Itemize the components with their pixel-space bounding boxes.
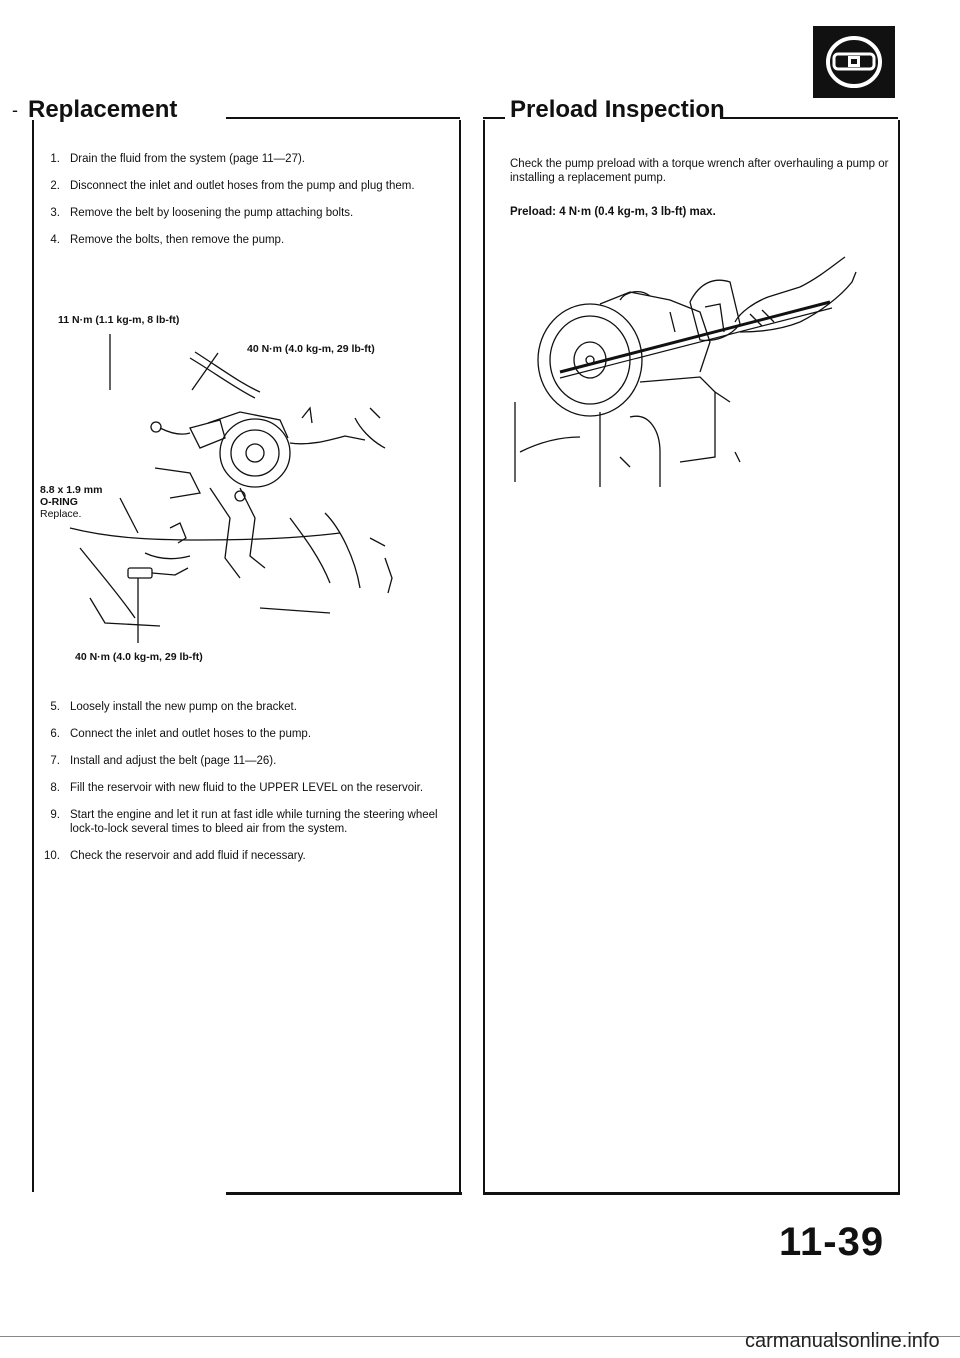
step-item: 2. Disconnect the inlet and outlet hoses from the pump and plug them. <box>50 180 415 192</box>
step-item: 5. Loosely install the new pump on the bracket. <box>50 701 297 713</box>
step-item: 1. Drain the fluid from the system (page 11—27). <box>50 153 306 165</box>
step-item: 9. Start the engine and let it run at fast idle while turning the steering wheel lock-to-lock several times to bleed air from the system. <box>50 809 438 835</box>
step-item: 10. Check the reservoir and add fluid if necessary. <box>44 850 306 862</box>
steering-wheel-icon <box>813 26 895 98</box>
torque-wrench-diagram <box>500 252 880 492</box>
oring-name: O-RING <box>40 496 78 508</box>
replacement-title-rule <box>226 117 460 119</box>
replacement-box-left <box>32 120 34 1192</box>
replacement-box <box>459 120 461 1194</box>
oring-label <box>40 484 102 520</box>
watermark-text: carmanualsonline.info <box>745 1330 940 1352</box>
preload-title-rule <box>483 117 505 119</box>
torque-label-bottom: 40 N·m (4.0 kg-m, 29 lb-ft) <box>75 651 203 663</box>
step-item: 6. Connect the inlet and outlet hoses to the pump. <box>50 728 312 740</box>
preload-title: Preload Inspection <box>510 96 725 123</box>
oring-note: Replace. <box>40 508 82 520</box>
step-item: 3. Remove the belt by loosening the pump attaching bolts. <box>50 207 354 219</box>
preload-spec: Preload: 4 N·m (0.4 kg-m, 3 lb-ft) max. <box>510 206 716 218</box>
replacement-steps-a <box>32 152 452 260</box>
replacement-steps-b <box>32 700 452 876</box>
header-mark: - <box>12 100 18 120</box>
torque-label-upper-right: 40 N·m (4.0 kg-m, 29 lb-ft) <box>247 343 375 355</box>
preload-body: Check the pump preload with a torque wrench after overhauling a pump or installing a replacement pump. <box>510 158 889 184</box>
torque-label-top: 11 N·m (1.1 kg-m, 8 lb-ft) <box>58 314 180 326</box>
replacement-box-bottom <box>226 1192 462 1195</box>
step-item: 7. Install and adjust the belt (page 11—26). <box>50 755 277 767</box>
step-item: 8. Fill the reservoir with new fluid to the UPPER LEVEL on the reservoir. <box>50 782 424 794</box>
oring-size: 8.8 x 1.9 mm <box>40 484 103 496</box>
step-item: 4. Remove the bolts, then remove the pump. <box>50 234 285 246</box>
replacement-title: Replacement <box>28 96 178 123</box>
preload-title-rule-right <box>720 117 898 119</box>
page-number: 11-39 <box>779 1220 885 1264</box>
